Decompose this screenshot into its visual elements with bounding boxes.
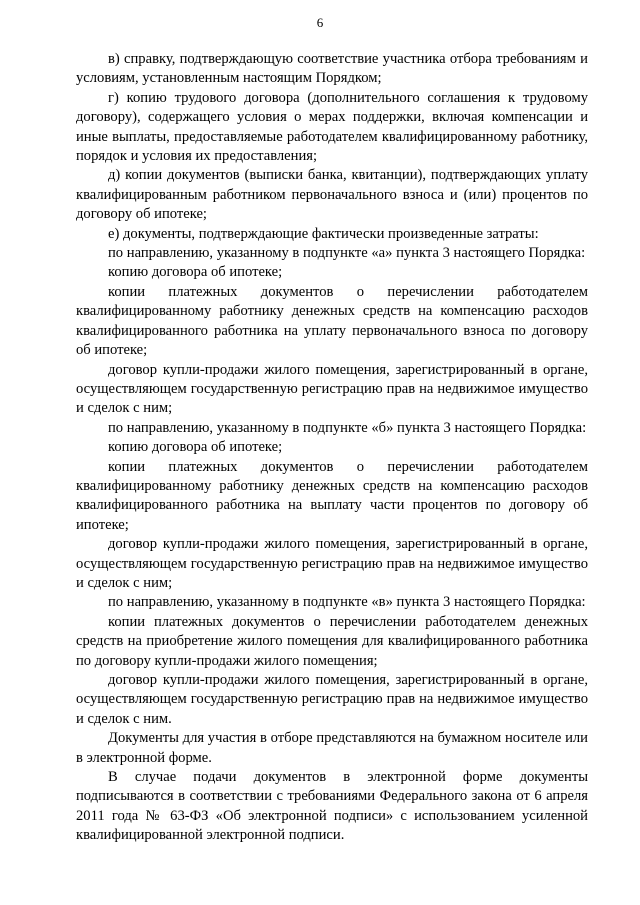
paragraph-item-e-expense-documents: е) документы, подтверждающие фактически произведенные затраты: — [108, 225, 539, 242]
paragraph-direction-v: по направлению, указанному в подпункте «в» пункта 3 настоящего Порядка: — [108, 594, 586, 611]
document-body — [76, 50, 588, 846]
paragraph-direction-a: по направлению, указанному в подпункте «а» пункта 3 настоящего Порядка: — [108, 245, 586, 262]
paragraph-payment-copies-b: копии платежных документов о перечислении работодателем квалифицированному работнику денежных средств на компенсацию расходов квалифицированного работника на выплату части процентов по договору об ипотеке; — [76, 458, 588, 533]
paragraph-item-d-payment-documents: д) копии документов (выписки банка, квитанции), подтверждающих уплату квалифицированным работником первоначального взноса и (или) процентов по договору об ипотеке; — [76, 167, 588, 223]
paragraph-purchase-contract-a: договор купли-продажи жилого помещения, зарегистрированный в органе, осуществляющем государственную регистрацию прав на недвижимое имущество и сделок с ним; — [76, 361, 588, 417]
paragraph-item-g-employment-contract: г) копию трудового договора (дополнительного соглашения к трудовому договору), содержащего условия о мерах поддержки, включая компенсации и иные выплаты, предоставляемые работодателем квалифицированному работнику, порядок и условия их предоставления; — [76, 89, 588, 165]
paragraph-purchase-contract-b: договор купли-продажи жилого помещения, зарегистрированный в органе, осуществляющем государственную регистрацию прав на недвижимое имущество и сделок с ним; — [76, 536, 588, 591]
paragraph-payment-copies-v: копии платежных документов о перечислении работодателем денежных средств на приобретение жилого помещения для квалифицированного работника по договору купли-продажи жилого помещения; — [76, 613, 588, 669]
paragraph-submission-form: Документы для участия в отборе представляются на бумажном носителе или в электронной форме. — [76, 730, 588, 766]
page-number: 6 — [316, 15, 324, 30]
paragraph-mortgage-copy-a: копию договора об ипотеке; — [108, 264, 283, 281]
paragraph-electronic-signature: В случае подачи документов в электронной форме документы подписываются в соответствии с требованиями Федерального закона от 6 апреля 2011 года № 63-ФЗ «Об электронной подписи» с использованием усиленной квалифицированной электронной подписи. — [76, 769, 588, 844]
paragraph-purchase-contract-v: договор купли-продажи жилого помещения, зарегистрированный в органе, осуществляющем государственную регистрацию прав на недвижимое имущество и сделок с ним. — [76, 672, 588, 727]
paragraph-mortgage-copy-b: копию договора об ипотеке; — [108, 439, 283, 456]
paragraph-direction-b: по направлению, указанному в подпункте «б» пункта 3 настоящего Порядка: — [108, 419, 587, 436]
paragraph-payment-copies-a: копии платежных документов о перечислении работодателем квалифицированному работнику денежных средств на компенсацию расходов квалифицированного работника на уплату первоначального взноса по договору об ипотеке; — [76, 283, 588, 359]
paragraph-item-v-certificate: в) справку, подтверждающую соответствие участника отбора требованиям и условиям, установленным настоящим Порядком; — [76, 51, 588, 87]
